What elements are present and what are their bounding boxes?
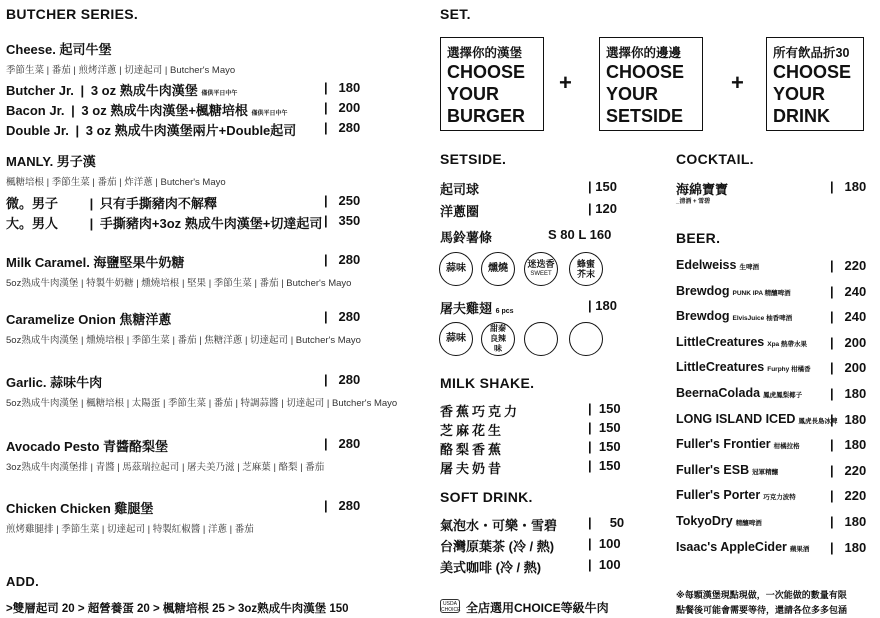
price-small-man: | 250 bbox=[324, 193, 361, 208]
beer-price: | 220 bbox=[830, 488, 867, 504]
softdrink-title: SOFT DRINK. bbox=[440, 489, 533, 505]
price-banana-choco: | 150 bbox=[588, 401, 621, 416]
set-box-drink-small: 所有飲品折30 bbox=[773, 46, 850, 60]
fries-flavor-rosemary: 迷迭香 SWEET bbox=[524, 252, 558, 286]
add-title: ADD. bbox=[6, 574, 39, 589]
milkshake-item-butcher-shake: 屠夫奶昔 bbox=[440, 461, 505, 476]
set-box-drink-line1: CHOOSE bbox=[773, 62, 852, 82]
menu-item-bacon-jr: Bacon Jr. | 3 oz 熟成牛肉漢堡+楓糖培根 僅供平日中午 bbox=[6, 103, 288, 118]
menu-item-double-jr: Double Jr. | 3 oz 熟成牛肉漢堡兩片+Double起司 bbox=[6, 123, 297, 138]
cheese-burger-desc: 季節生菜 | 番茄 | 煎烤洋蔥 | 切達起司 | Butcher's Mayo bbox=[6, 65, 236, 76]
wing-flavor-empty-1 bbox=[524, 322, 558, 356]
beer-item: Fuller's Frontier 柑橘拉格 bbox=[676, 437, 800, 452]
price-chicken-burger: | 280 bbox=[324, 498, 361, 513]
price-coffee: | 100 bbox=[588, 557, 621, 572]
manly-burger-desc: 楓糖培根 | 季節生菜 | 番茄 | 炸洋蔥 | Butcher's Mayo bbox=[6, 177, 226, 188]
cocktail-item-sub: _清酒 + 雪碧 bbox=[676, 199, 711, 205]
beer-price: | 200 bbox=[830, 360, 867, 376]
price-avocado-pesto: | 280 bbox=[324, 436, 361, 451]
usda-badge-icon: USDA CHOICE bbox=[441, 601, 461, 613]
butcher-series-title: BUTCHER SERIES. bbox=[6, 6, 139, 22]
fries-flavor-garlic: 蒜味 bbox=[439, 252, 473, 286]
menu-item-small-man: 微。男子 | 只有手撕豬肉不解釋 bbox=[6, 196, 217, 211]
price-milk-caramel: | 280 bbox=[324, 252, 361, 267]
milkshake-item-banana-choco: 香蕉巧克力 bbox=[440, 404, 521, 419]
set-box-burger bbox=[440, 37, 544, 131]
beer-item: Isaac's AppleCider 蘋果酒 bbox=[676, 539, 810, 554]
set-box-setside-line1: CHOOSE bbox=[606, 62, 685, 82]
price-soda: | 50 bbox=[588, 515, 625, 530]
beer-item: BeernaColada 鳳虎鳳梨椰子 bbox=[676, 386, 803, 400]
price-butcher-jr: | 180 bbox=[324, 80, 361, 95]
beer-price: | 220 bbox=[830, 462, 867, 478]
cocktail-item-name: 海綿寶寶 bbox=[676, 182, 729, 197]
beer-price: | 180 bbox=[830, 411, 867, 427]
wing-flavor-sweet-spicy: 甜秦良辣味 bbox=[481, 322, 515, 356]
usda-text: 全店選用CHOICE等級牛肉 bbox=[466, 601, 609, 615]
setside-item-cheese-ball: 起司球 bbox=[440, 182, 480, 197]
beer-item: Edelweiss 生啤酒 bbox=[676, 258, 759, 272]
add-ons-line: >雙層起司 20 > 超營養蛋 20 > 楓糖培根 25 > 3oz熟成牛肉漢堡 150 bbox=[6, 603, 349, 615]
chicken-burger-name: Chicken Chicken 雞腿堡 bbox=[6, 501, 154, 516]
price-tea: | 100 bbox=[588, 536, 621, 551]
chicken-burger-desc: 煎烤雞腿排 | 季節生菜 | 切達起司 | 特製紅椒醬 | 洋蔥 | 番茄 bbox=[6, 524, 254, 535]
price-cocktail: | 180 bbox=[830, 179, 867, 194]
note-line-1: ※每顆漢堡現點現做，一次能做的數量有限 bbox=[676, 590, 847, 600]
garlic-beef-name: Garlic. 蒜味牛肉 bbox=[6, 375, 103, 390]
set-box-burger-line2: YOUR bbox=[447, 84, 500, 104]
price-bacon-jr: | 200 bbox=[324, 100, 361, 115]
set-box-drink bbox=[766, 37, 864, 131]
caramelize-onion-desc: 5oz熟成牛肉漢堡 | 燻燒培根 | 季節生菜 | 番茄 | 焦糖洋蔥 | 切達起司 | Butcher's Mayo bbox=[6, 335, 361, 346]
beer-price: | 220 bbox=[830, 258, 867, 273]
beer-price: | 180 bbox=[830, 386, 867, 401]
set-box-setside-small: 選擇你的邊邊 bbox=[606, 46, 682, 60]
cocktail-title: COCKTAIL. bbox=[676, 151, 754, 167]
beer-item: Brewdog ElvisJuice 柚香啤酒 bbox=[676, 309, 793, 324]
price-onion-ring: | 120 bbox=[588, 201, 617, 216]
milkshake-title: MILK SHAKE. bbox=[440, 375, 535, 391]
beer-item: Fuller's Porter 巧克力波特 bbox=[676, 488, 796, 503]
milkshake-item-sesame-peanut: 芝麻花生 bbox=[440, 423, 505, 438]
price-caramelize-onion: | 280 bbox=[324, 309, 361, 324]
note-line-2: 點餐後可能會需要等待，還請各位多多包涵 bbox=[676, 605, 848, 615]
setside-title: SETSIDE. bbox=[440, 151, 507, 167]
set-box-burger-small: 選擇你的漢堡 bbox=[447, 46, 523, 60]
beer-price: | 200 bbox=[830, 334, 867, 350]
beer-item: Brewdog PUNK IPA 精釀啤酒 bbox=[676, 283, 791, 298]
avocado-pesto-desc: 3oz熟成牛肉漢堡排 | 青醬 | 馬茲瑞拉起司 | 屠夫美乃滋 | 芝麻葉 | 酪梨 | 番茄 bbox=[6, 462, 325, 473]
caramelize-onion-name: Caramelize Onion 焦糖洋蔥 bbox=[6, 312, 172, 327]
garlic-beef-desc: 5oz熟成牛肉漢堡 | 楓糖培根 | 太陽蛋 | 季節生菜 | 番茄 | 特調蒜醬 | 切達起司 | Butcher's Mayo bbox=[6, 398, 398, 409]
beer-price: | 180 bbox=[830, 437, 867, 453]
avocado-pesto-name: Avocado Pesto 青醬酪梨堡 bbox=[6, 439, 169, 454]
milkshake-item-avocado-banana: 酪梨香蕉 bbox=[440, 442, 505, 457]
fries-flavor-smoked: 燻燒 bbox=[481, 252, 515, 286]
setside-item-fries: 馬鈴薯條 bbox=[440, 230, 493, 245]
milk-caramel-desc: 5oz熟成牛肉漢堡 | 特製牛奶糖 | 燻燒培根 | 堅果 | 季節生菜 | 番茄 | Butcher's Mayo bbox=[6, 278, 352, 289]
set-box-burger-line3: BURGER bbox=[447, 106, 526, 126]
beer-price: | 180 bbox=[830, 514, 867, 529]
price-sesame-peanut: | 150 bbox=[588, 420, 621, 435]
set-title: SET. bbox=[440, 6, 471, 22]
beer-item: LittleCreatures Furphy 柑橘香 bbox=[676, 360, 811, 375]
price-big-man: | 350 bbox=[324, 213, 361, 228]
price-avocado-banana: | 150 bbox=[588, 439, 621, 454]
beer-price: | 240 bbox=[830, 283, 867, 299]
manly-burger-name: MANLY. 男子漢 bbox=[6, 154, 96, 169]
plus-sign-2: + bbox=[731, 70, 744, 95]
milk-caramel-name: Milk Caramel. 海鹽堅果牛奶糖 bbox=[6, 255, 185, 270]
beer-item: Fuller's ESB 冠軍精釀 bbox=[676, 462, 779, 477]
set-box-setside bbox=[599, 37, 703, 131]
price-cheese-ball: | 150 bbox=[588, 179, 617, 194]
set-box-setside-line2: YOUR bbox=[606, 84, 659, 104]
softdrink-item-tea: 台灣原葉茶 (冷 / 熱) bbox=[440, 539, 555, 554]
set-box-drink-line3: DRINK bbox=[773, 106, 830, 126]
beer-item: TokyoDry 精釀啤酒 bbox=[676, 514, 762, 528]
beer-price: | 240 bbox=[830, 309, 867, 325]
price-garlic-beef: | 280 bbox=[324, 372, 361, 387]
price-double-jr: | 280 bbox=[324, 120, 361, 135]
set-box-setside-line3: SETSIDE bbox=[606, 106, 684, 126]
set-box-burger-line1: CHOOSE bbox=[447, 62, 526, 82]
price-fries: S 80 L 160 bbox=[548, 227, 612, 242]
softdrink-item-soda: 氣泡水・可樂・雪碧 bbox=[440, 518, 558, 533]
wing-flavor-garlic: 蒜味 bbox=[439, 322, 473, 356]
menu-item-butcher-jr: Butcher Jr. | 3 oz 熟成牛肉漢堡 僅供平日中午 bbox=[6, 83, 238, 98]
softdrink-item-coffee: 美式咖啡 (冷 / 熱) bbox=[440, 560, 542, 575]
beer-price: | 180 bbox=[830, 539, 867, 555]
beer-item: LittleCreatures Xpa 熱帶水果 bbox=[676, 334, 807, 349]
setside-item-wings: 屠夫雞翅 6 pcs bbox=[440, 301, 514, 316]
plus-sign-1: + bbox=[559, 70, 572, 95]
wing-flavor-empty-2 bbox=[569, 322, 603, 356]
set-box-drink-line2: YOUR bbox=[773, 84, 826, 104]
beer-title: BEER. bbox=[676, 230, 721, 246]
setside-item-onion-ring: 洋蔥圈 bbox=[440, 204, 480, 219]
price-wings: | 180 bbox=[588, 298, 617, 313]
price-butcher-shake: | 150 bbox=[588, 458, 621, 473]
fries-flavor-honey-mustard: 蜂蜜芥末 bbox=[569, 252, 603, 286]
beer-item: LONG ISLAND ICED 鳳虎長島冰啤 bbox=[676, 411, 838, 426]
menu-item-big-man: 大。男人 | 手撕豬肉+3oz 熟成牛肉漢堡+切達起司 bbox=[6, 216, 323, 231]
cheese-burger-name: Cheese. 起司牛堡 bbox=[6, 42, 112, 57]
